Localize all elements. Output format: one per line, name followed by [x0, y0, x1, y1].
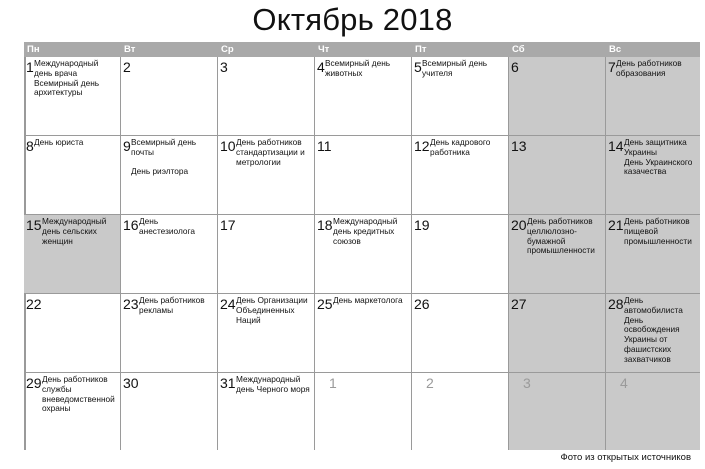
day-number: 29 [26, 375, 42, 391]
calendar-title: Октябрь 2018 [252, 2, 453, 37]
day-events: День анестезиолога [139, 216, 195, 236]
day-cell[interactable] [218, 215, 315, 294]
weekday-label: Пн [27, 44, 40, 55]
day-events: Международный день сельских женщин [42, 216, 107, 246]
day-events: День работников образования [616, 58, 682, 78]
day-cell[interactable] [412, 136, 509, 215]
day-cell[interactable] [121, 294, 218, 373]
day-cell[interactable] [121, 215, 218, 294]
weekday-label: Пт [415, 44, 427, 55]
day-number: 24 [220, 296, 236, 312]
day-events: Международный день Черного моря [236, 374, 310, 394]
day-events: Всемирный день почты День риэлтора [131, 137, 197, 177]
day-cell[interactable] [315, 215, 412, 294]
day-cell[interactable] [606, 215, 700, 294]
weekday-label: Ср [221, 44, 234, 55]
day-cell[interactable] [315, 373, 412, 450]
day-number: 12 [414, 138, 430, 154]
day-number: 26 [414, 296, 430, 312]
day-events: День маркетолога [333, 295, 403, 305]
day-number: 11 [317, 138, 332, 154]
day-events: День работников пищевой промышленности [624, 216, 692, 246]
day-number: 16 [123, 217, 139, 233]
day-events: День юриста [34, 137, 84, 147]
day-cell[interactable] [218, 294, 315, 373]
day-number: 22 [26, 296, 42, 312]
day-number: 2 [123, 59, 131, 75]
day-number: 25 [317, 296, 333, 312]
day-cell[interactable] [315, 294, 412, 373]
day-cell[interactable] [606, 136, 700, 215]
day-number: 30 [123, 375, 139, 391]
day-cell[interactable] [315, 136, 412, 215]
day-events: Международный день врача Всемирный день архитектуры [34, 58, 100, 98]
day-cell[interactable] [121, 136, 218, 215]
weekday-header [24, 42, 700, 57]
day-number: 8 [26, 138, 34, 154]
day-cell[interactable] [24, 294, 121, 373]
day-number: 14 [608, 138, 624, 154]
day-events: День работников стандартизации и метрологии [236, 137, 305, 167]
day-cell[interactable] [24, 57, 121, 136]
day-events: День Организации Объединенных Наций [236, 295, 308, 325]
day-number: 5 [414, 59, 422, 75]
day-number: 15 [26, 217, 42, 233]
day-cell[interactable] [218, 136, 315, 215]
weekday-label: Вс [609, 44, 622, 55]
day-cell[interactable] [24, 136, 121, 215]
day-cell[interactable] [509, 373, 606, 450]
day-events: День кадрового работника [430, 137, 491, 157]
day-events: День работников целлюлозно-бумажной промышленности [527, 216, 595, 256]
day-number: 1 [26, 59, 34, 75]
day-events: Всемирный день животных [325, 58, 391, 78]
day-events: День работников рекламы [139, 295, 205, 315]
day-events: Всемирный день учителя [422, 58, 488, 78]
day-number: 18 [317, 217, 333, 233]
day-number: 4 [317, 59, 325, 75]
day-number: 28 [608, 296, 624, 312]
day-number: 31 [220, 375, 236, 391]
day-cell[interactable] [121, 373, 218, 450]
day-cell[interactable] [412, 373, 509, 450]
day-events: Международный день кредитных союзов [333, 216, 398, 246]
day-number: 7 [608, 59, 616, 75]
day-cell[interactable] [412, 215, 509, 294]
day-cell[interactable] [121, 57, 218, 136]
day-cell[interactable] [606, 373, 700, 450]
day-cell[interactable] [412, 294, 509, 373]
weekday-label: Сб [512, 44, 525, 55]
day-cell[interactable] [606, 294, 700, 373]
day-number: 23 [123, 296, 139, 312]
day-number: 3 [523, 375, 531, 391]
day-number: 4 [620, 375, 628, 391]
day-cell[interactable] [24, 215, 121, 294]
day-cell[interactable] [509, 215, 606, 294]
day-number: 21 [608, 217, 624, 233]
day-number: 3 [220, 59, 228, 75]
photo-source-caption: Фото из открытых источников [560, 452, 691, 463]
day-cell[interactable] [24, 373, 121, 450]
day-number: 9 [123, 138, 131, 154]
weekday-label: Чт [318, 44, 330, 55]
day-cell[interactable] [509, 294, 606, 373]
day-cell[interactable] [509, 57, 606, 136]
day-cell[interactable] [606, 57, 700, 136]
day-number: 19 [414, 217, 430, 233]
day-cell[interactable] [218, 373, 315, 450]
day-cell[interactable] [509, 136, 606, 215]
day-number: 27 [511, 296, 527, 312]
day-number: 10 [220, 138, 236, 154]
calendar-grid [24, 42, 700, 450]
weekday-label: Вт [124, 44, 136, 55]
day-cell[interactable] [412, 57, 509, 136]
day-cell[interactable] [315, 57, 412, 136]
day-number: 1 [329, 375, 337, 391]
day-events: День работников службы вневедомственной охраны [42, 374, 115, 414]
day-events: День автомобилиста День освобождения Украины от фашистских захватчиков [624, 295, 683, 364]
day-number: 6 [511, 59, 519, 75]
day-cell[interactable] [218, 57, 315, 136]
day-number: 13 [511, 138, 527, 154]
day-number: 2 [426, 375, 434, 391]
day-events: День защитника Украины День Украинского казачества [624, 137, 693, 177]
day-number: 17 [220, 217, 236, 233]
day-number: 20 [511, 217, 527, 233]
